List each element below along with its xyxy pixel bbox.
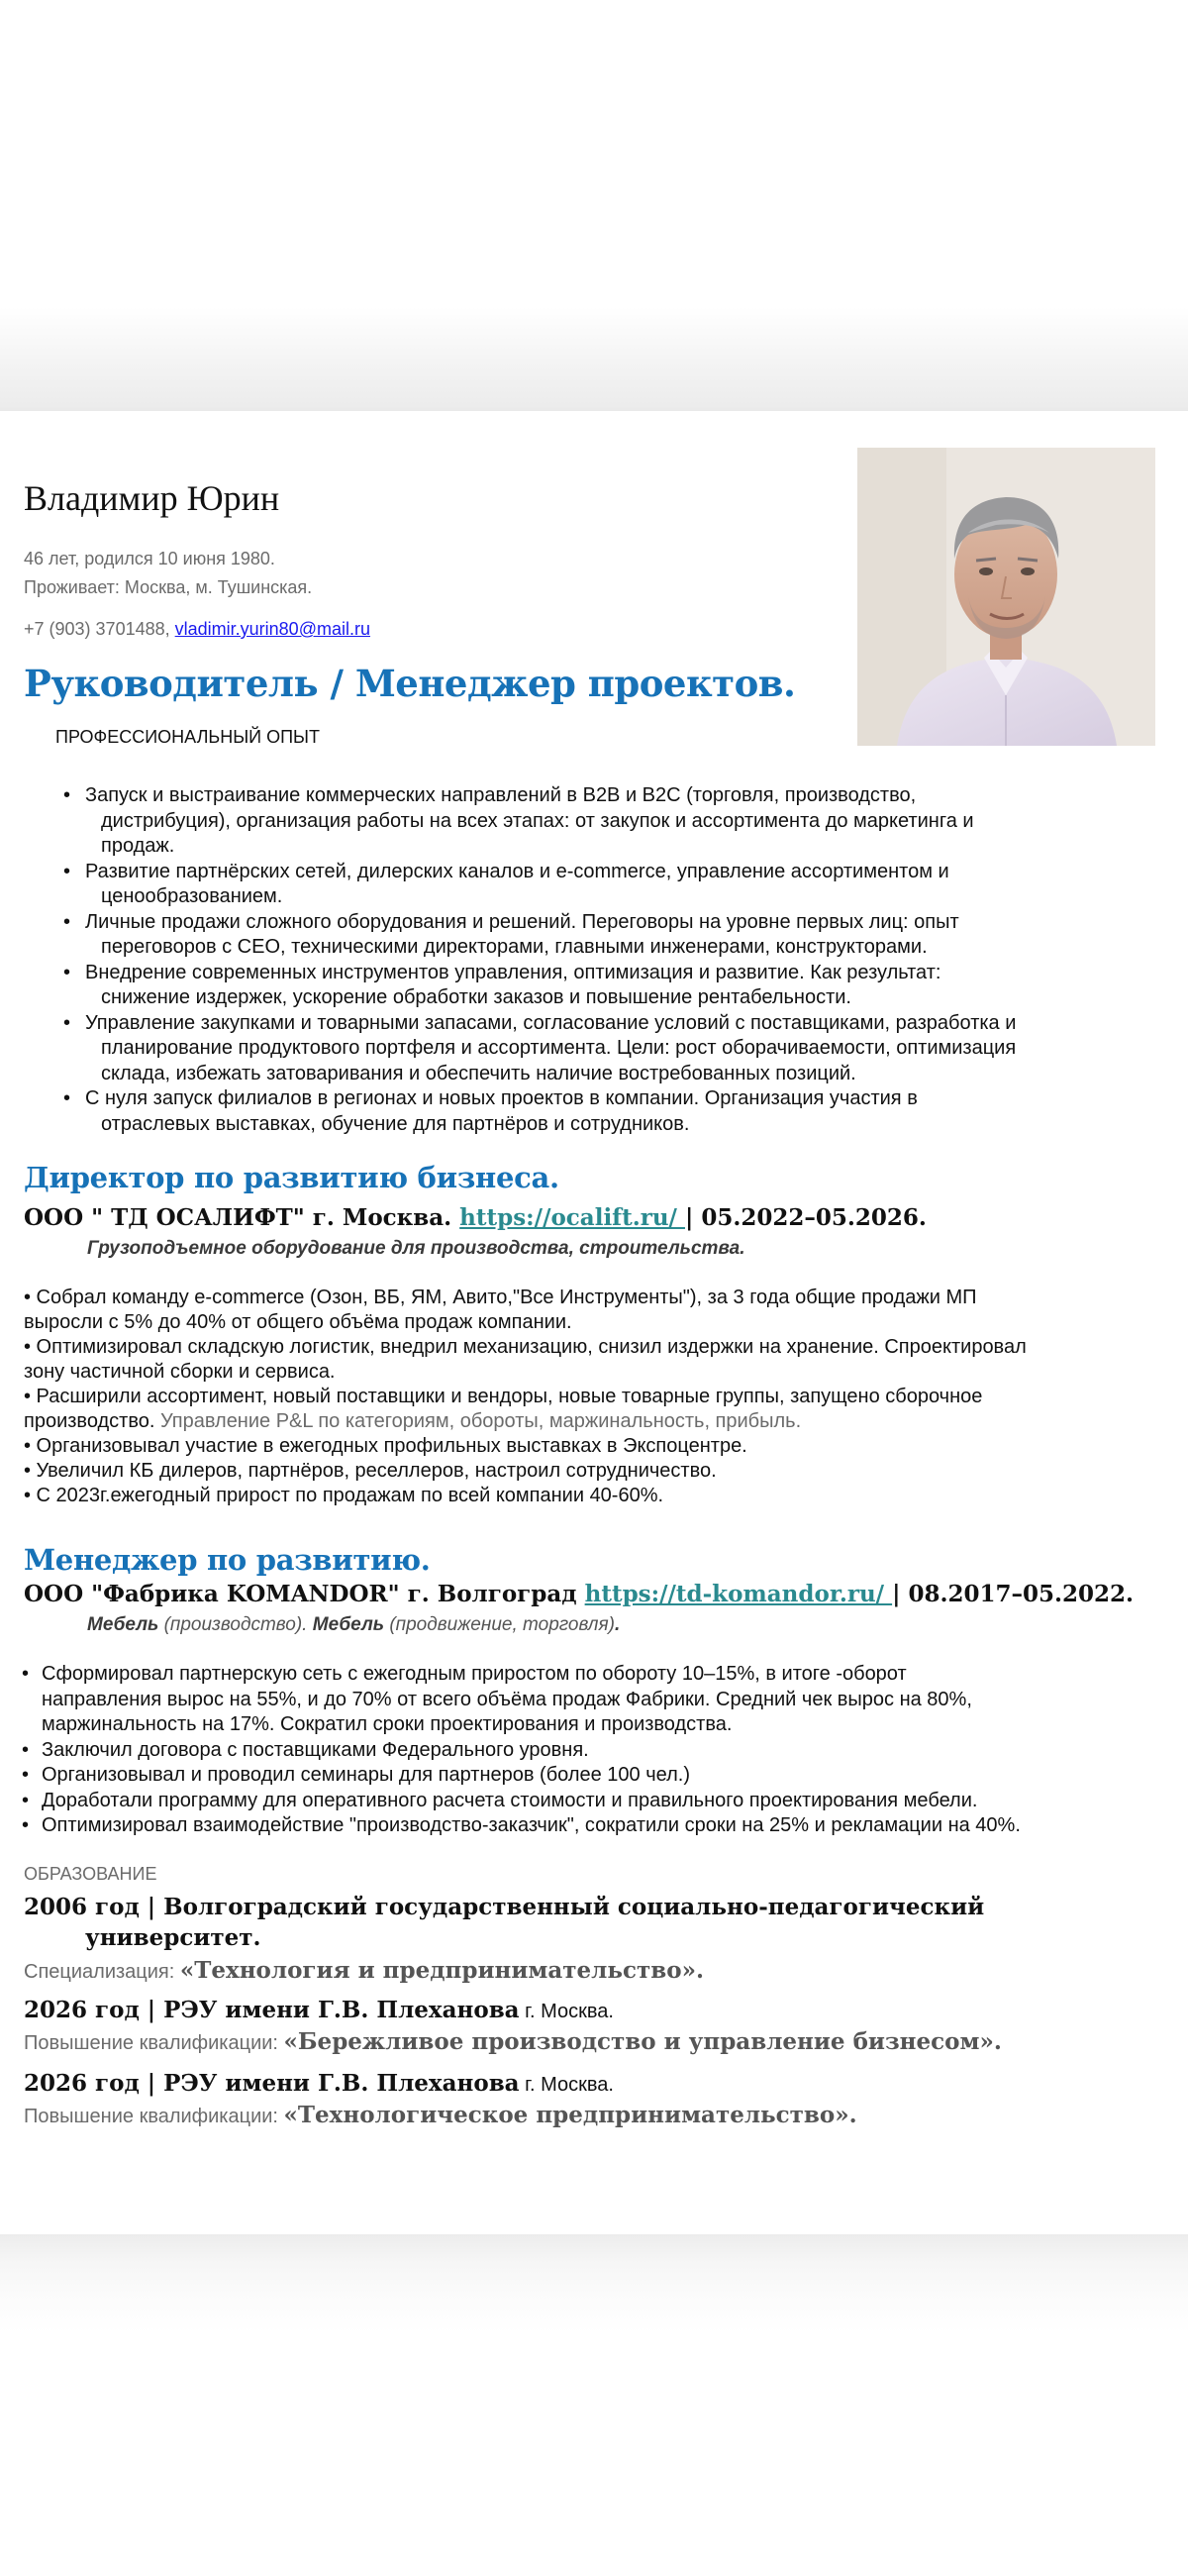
job1-website-link[interactable]: https://ocalift.ru/	[459, 1204, 685, 1231]
job1-tagline: Грузоподъемное оборудование для производства, строительства.	[87, 1238, 745, 1259]
email-link[interactable]: vladimir.yurin80@mail.ru	[174, 619, 370, 639]
resume-page	[0, 412, 1188, 2234]
education-entry-1-detail: Специализация: «Технология и предпринимательство».	[24, 1957, 704, 1984]
phone-number: +7 (903) 3701488,	[24, 619, 170, 639]
education-entry-3-detail: Повышение квалификации: «Технологическое предпринимательство».	[24, 2102, 857, 2128]
job2-title: Менеджер по развитию.	[24, 1543, 431, 1577]
job2-company: ООО "Фабрика KOMANDOR" г. Волгоград	[24, 1581, 585, 1607]
summary-list	[85, 783, 1135, 1137]
job2-period: | 08.2017–05.2022.	[892, 1581, 1135, 1607]
list-item: • Организовывал и проводил семинары для партнеров (более 100 чел.)	[42, 1763, 1160, 1789]
text-line: • Увеличил КБ дилеров, партнёров, реселлеров, настроил сотрудничество.	[24, 1460, 717, 1482]
list-item: • Доработали программу для оперативного расчета стоимости и правильного проектирования мебели.	[42, 1789, 1160, 1814]
list-item: • С нуля запуск филиалов в регионах и новых проектов в компании. Организация участия в отраслевых выставках, обучение для партнёров и сотрудников.	[85, 1086, 1135, 1137]
list-item: • Оптимизировал взаимодействие "производство-заказчик", сократили сроки на 25% и рекламации на 40%.	[42, 1813, 1160, 1839]
list-item: • Внедрение современных инструментов управления, оптимизация и развитие. Как результат: снижение издержек, ускорение обработки заказов и повышение рентабельности.	[85, 961, 1135, 1011]
job2-website-link[interactable]: https://td-komandor.ru/	[584, 1581, 893, 1607]
text-line: • Оптимизировал складскую логистик, внедрил механизацию, снизил издержки на хранение. Спроектировал	[24, 1336, 1027, 1358]
candidate-name: Владимир Юрин	[24, 478, 280, 518]
job1-period: | 05.2022–05.2026.	[684, 1204, 927, 1231]
position-headline: Руководитель / Менеджер проектов.	[24, 662, 796, 705]
text-line: • Собрал команду e-commerce (Озон, ВБ, ЯМ, Авито,"Все Инструменты"), за 3 года общие продажи МП	[24, 1287, 977, 1308]
text-line: • С 2023г.ежегодный прирост по продажам по всей компании 40-60%.	[24, 1485, 664, 1506]
portrait-photo	[857, 448, 1155, 746]
list-item: • Сформировал партнерскую сеть с ежегодным приростом по обороту 10–15%, в итоге -оборот направления вырос на 55%, и до 70% от всего объёма продаж Фабрики. Средний чек вырос на 80%, маржинальность на 17%. Сократил сроки проектирования и производства.	[42, 1662, 1160, 1738]
list-item: • Запуск и выстраивание коммерческих направлений в B2B и B2C (торговля, производство, дистрибуция), организация работы на всех этапах: от закупок и ассортимента до маркетинга и продаж.	[85, 783, 1135, 860]
contacts-line	[24, 619, 370, 640]
top-blank-area	[0, 0, 1188, 411]
job1-title: Директор по развитию бизнеса.	[24, 1161, 559, 1194]
list-item: • Управление закупками и товарными запасами, согласование условий с поставщиками, разработка и планирование продуктового портфеля и ассортимента. Цели: рост оборачиваемости, оптимизация склада, избежать затоваривания и обеспечить наличие востребованных позиций.	[85, 1011, 1135, 1087]
job1-company-line	[24, 1204, 927, 1231]
section-label-experience: ПРОФЕССИОНАЛЬНЫЙ ОПЫТ	[55, 727, 320, 747]
education-entry-1-title: 2006 год | Волгоградский государственный социально-педагогический университет.	[24, 1894, 985, 1951]
education-entry-2-title: 2026 год | РЭУ имени Г.В. Плеханова г. Москва.	[24, 1997, 614, 2023]
age-line: 46 лет, родился 10 июня 1980.	[24, 549, 275, 568]
text-line: • Организовывал участие в ежегодных профильных выставках в Экспоцентре.	[24, 1435, 747, 1457]
section-label-education: ОБРАЗОВАНИЕ	[24, 1864, 157, 1884]
job2-tagline: Мебель (производство). Мебель (продвижение, торговля).	[87, 1614, 621, 1635]
list-item: • Личные продажи сложного оборудования и решений. Переговоры на уровне первых лиц: опыт переговоров с CEO, техническими директорами, главными инженерами, конструкторами.	[85, 910, 1135, 961]
job2-achievements	[42, 1662, 1160, 1839]
text-line: выросли с 5% до 40% от общего объёма продаж компании.	[24, 1311, 572, 1333]
bottom-blank-area	[0, 2234, 1188, 2576]
education-entry-2-detail: Повышение квалификации: «Бережливое производство и управление бизнесом».	[24, 2028, 1002, 2055]
education-entry-3-title: 2026 год | РЭУ имени Г.В. Плеханова г. Москва.	[24, 2070, 614, 2097]
job1-company: ООО " ТД ОСАЛИФТ" г. Москва.	[24, 1204, 460, 1231]
list-item: • Развитие партнёрских сетей, дилерских каналов и e-commerce, управление ассортиментом и ценообразованием.	[85, 860, 1135, 910]
job2-company-line	[24, 1581, 1134, 1607]
residence-line: Проживает: Москва, м. Тушинская.	[24, 577, 313, 597]
text-line: зону частичной сборки и сервиса.	[24, 1361, 336, 1383]
list-item: • Заключил договора с поставщиками Федерального уровня.	[42, 1738, 1160, 1764]
job1-achievements	[24, 1286, 1162, 1508]
text-line: производство. Управление P&L по категориям, обороты, маржинальность, прибыль.	[24, 1410, 802, 1432]
text-line: • Расширили ассортимент, новый поставщики и вендоры, новые товарные группы, запущено сборочное	[24, 1386, 983, 1407]
portrait-photo-illustration	[857, 448, 1155, 746]
